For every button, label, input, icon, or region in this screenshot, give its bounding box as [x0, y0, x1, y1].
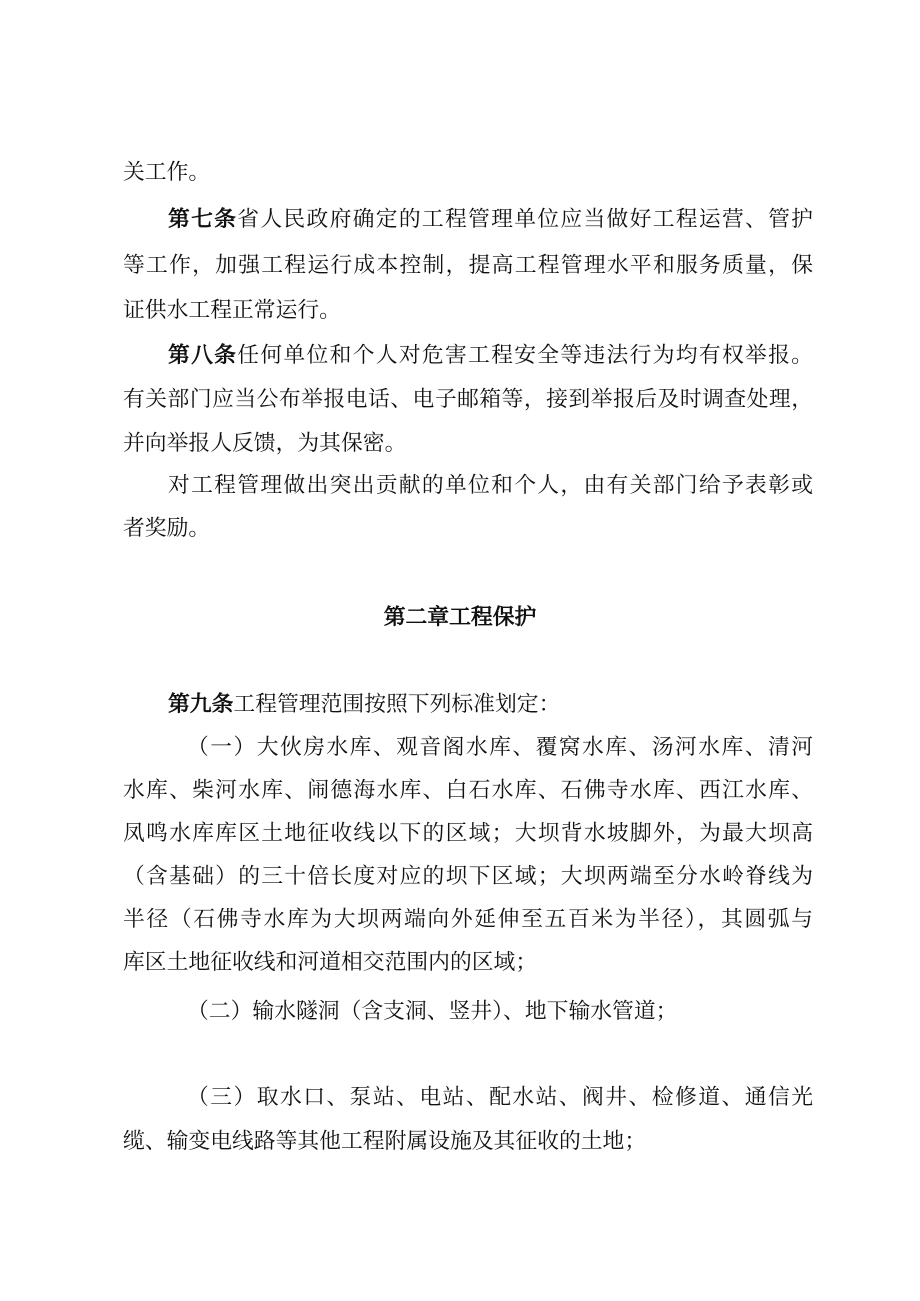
- article-9-item-3-line-1: （三）取水口、泵站、电站、配水站、阀井、检修道、通信光: [187, 1085, 813, 1110]
- article-7-label: 第七条: [168, 207, 238, 232]
- article-9-item-1-line-5: 半径（石佛寺水库为大坝两端向外延伸至五百米为半径），其圆弧与: [123, 907, 813, 932]
- article-7-line-2: 等工作，加强工程运行成本控制，提高工程管理水平和服务质量，保: [123, 253, 813, 278]
- article-9-item-1-line-1: （一）大伙房水库、观音阁水库、覆窝水库、汤河水库、清河: [187, 735, 813, 760]
- reward-paragraph-line-1: 对工程管理做出突出贡献的单位和个人，由有关部门给予表彰或: [168, 473, 813, 498]
- article-8-label: 第八条: [168, 343, 238, 368]
- text-line: 关工作。: [123, 160, 211, 185]
- article-9-item-1-line-3: 凤鸣水库库区土地征收线以下的区域；大坝背水坡脚外，为最大坝高: [123, 821, 813, 846]
- article-9-item-3-line-2: 缆、输变电线路等其他工程附属设施及其征收的土地；: [123, 1129, 647, 1154]
- article-8-line-2: 有关部门应当公布举报电话、电子邮箱等，接到举报后及时调查处理，: [123, 387, 813, 412]
- article-9-label: 第九条: [168, 692, 234, 717]
- article-8-line-1: 第八条任何单位和个人对危害工程安全等违法行为均有权举报。: [168, 343, 813, 368]
- article-7-line-3: 证供水工程正常运行。: [123, 298, 341, 323]
- article-9-intro: 第九条工程管理范围按照下列标准划定：: [168, 692, 561, 717]
- article-9-item-1-line-2: 水库、柴河水库、闹德海水库、白石水库、石佛寺水库、西江水库、: [123, 778, 813, 803]
- article-7-line-1: 第七条省人民政府确定的工程管理单位应当做好工程运营、管护: [168, 207, 813, 232]
- article-8-line-3: 并向举报人反馈，为其保密。: [123, 431, 407, 456]
- article-9-item-2: （二）输水隧洞（含支洞、竖井）、地下输水管道；: [187, 999, 678, 1024]
- article-9-item-1-line-6: 库区土地征收线和河道相交范围内的区域；: [123, 950, 538, 975]
- article-9-item-1-line-4: （含基础）的三十倍长度对应的坝下区域；大坝两端至分水岭脊线为: [123, 864, 813, 889]
- chapter-2-title: 第二章工程保护: [383, 605, 537, 630]
- reward-paragraph-line-2: 者奖励。: [123, 516, 211, 541]
